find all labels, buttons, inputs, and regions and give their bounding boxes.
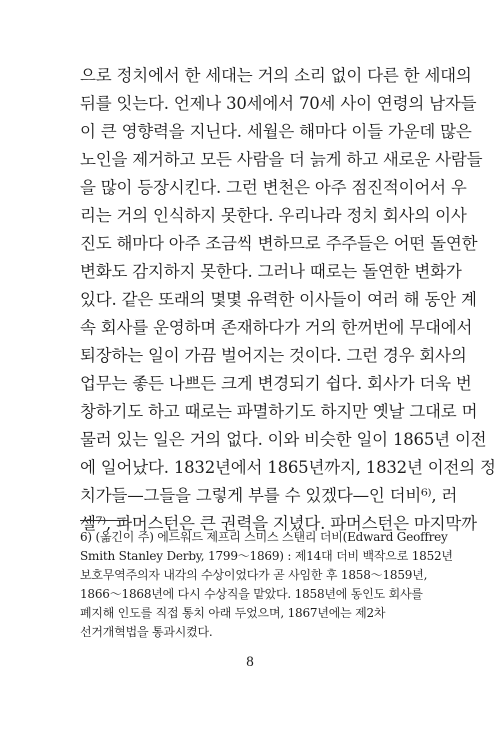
body-line: 치가들—그들을 그렇게 부를 수 있겠다—인 더비⁶⁾, 러 [80, 486, 458, 505]
footnote-line: Smith Stanley Derby, 1799～1869) : 제14대 더비 백작으로 1852년 [80, 549, 453, 563]
body-line: 노인을 제거하고 모든 사람을 더 늙게 하고 새로운 사람들 [80, 150, 483, 169]
body-text [80, 62, 496, 538]
body-line: 으로 정치에서 한 세대는 거의 소리 없이 다른 한 세대의 [80, 66, 472, 85]
body-line: 퇴장하는 일이 가끔 벌어지는 것이다. 그런 경우 회사의 [80, 346, 467, 365]
footnote-line: 폐지해 인도를 직접 통치 아래 두었으며, 1867년에는 제2차 [80, 606, 386, 620]
body-line: 창하기도 하고 때로는 파멸하기도 하지만 옛날 그대로 머 [80, 402, 478, 421]
body-line: 리는 거의 인식하지 못한다. 우리나라 정치 회사의 이사 [80, 206, 467, 225]
body-line: 이 큰 영향력을 지닌다. 세월은 해마다 이들 가운데 많은 [80, 122, 472, 141]
footnote [80, 528, 453, 642]
body-line: 물러 있는 일은 거의 없다. 이와 비슷한 일이 1865년 이전 [80, 430, 487, 449]
body-line: 셀⁷⁾, 파머스턴은 큰 권력을 지녔다. 파머스턴은 마지막까 [80, 514, 477, 533]
body-line: 업무는 좋든 나쁘든 크게 변경되기 쉽다. 회사가 더욱 번 [80, 374, 472, 393]
body-line: 속 회사를 운영하며 존재하다가 거의 한꺼번에 무대에서 [80, 318, 473, 337]
body-line: 뒤를 잇는다. 언제나 30세에서 70세 사이 연령의 남자들 [80, 94, 477, 113]
body-line: 을 많이 등장시킨다. 그런 변천은 아주 점진적이어서 우 [80, 178, 467, 197]
body-line: 에 일어났다. 1832년에서 1865년까지, 1832년 이전의 정 [80, 458, 496, 477]
body-line: 변화도 감지하지 못한다. 그러나 때로는 돌연한 변화가 [80, 262, 462, 281]
footnote-line: 6) (옮긴이 주) 에드워드 제프리 스미스 스탠리 더비(Edward Geoffrey [80, 530, 448, 544]
body-line: 있다. 같은 또래의 몇몇 유력한 이사들이 여러 해 동안 계 [80, 290, 477, 309]
page-number: 8 [246, 654, 254, 670]
footnote-line: 보호무역주의자 내각의 수상이었다가 곧 사임한 후 1858～1859년, [80, 568, 428, 582]
footnote-line: 선거개혁법을 통과시켰다. [80, 625, 213, 639]
footnote-divider [80, 520, 128, 521]
body-line: 진도 해마다 아주 조금씩 변하므로 주주들은 어떤 돌연한 [80, 234, 478, 253]
footnote-line: 1866～1868년에 다시 수상직을 맡았다. 1858년에 동인도 회사를 [80, 587, 423, 601]
